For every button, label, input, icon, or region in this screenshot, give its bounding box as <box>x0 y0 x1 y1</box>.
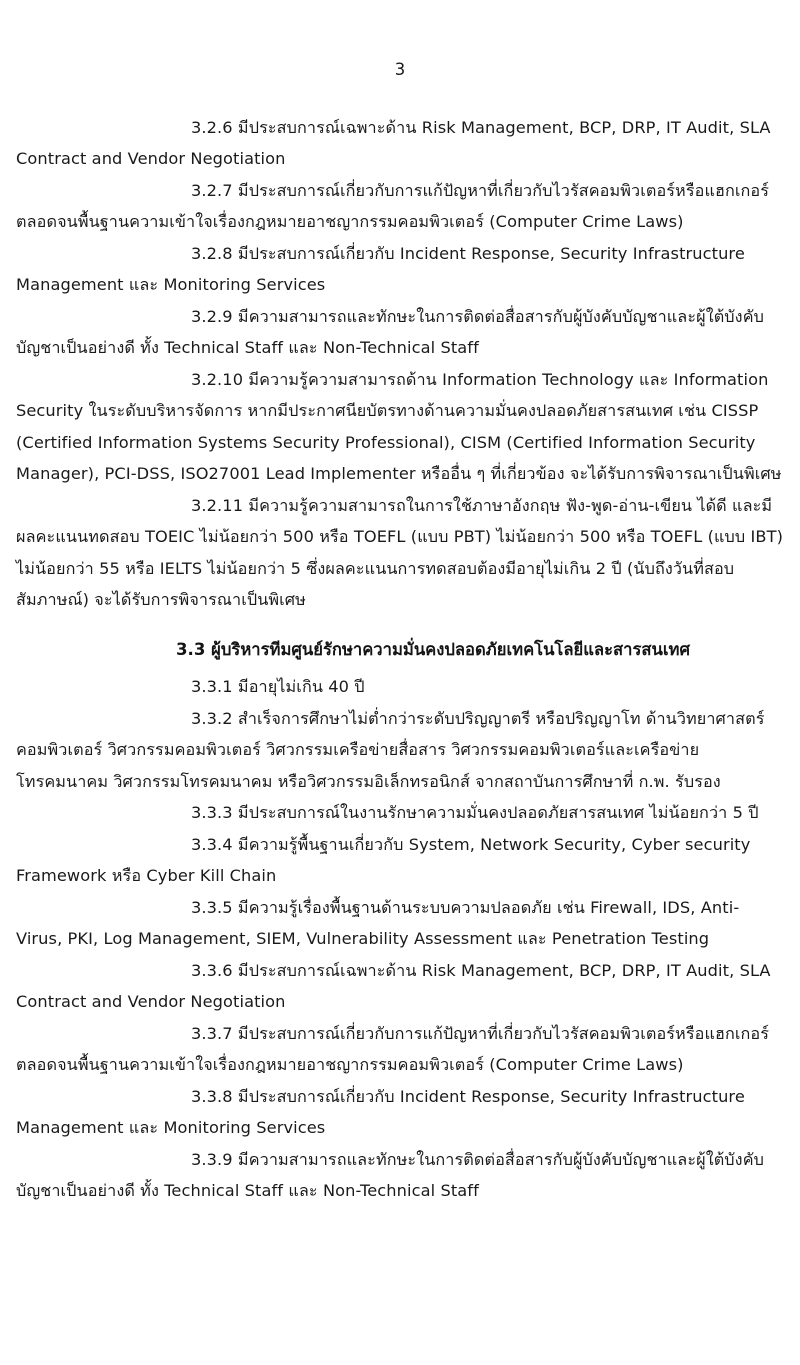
paragraph: 3.2.7 มีประสบการณ์เกี่ยวกับการแก้ปัญหาที่เกี่ยวกับไวรัสคอมพิวเตอร์หรือแฮกเกอร์ ตลอดจนพื้นฐานความเข้าใจเรื่องกฎหมายอาชญากรรมคอมพิวเตอร์ (Computer Crime Laws) <box>16 180 770 232</box>
document-body <box>16 112 784 1207</box>
section-heading: 3.3 ผู้บริหารทีมศูนย์รักษาความมั่นคงปลอดภัยเทคโนโลยีและสารสนเทศ <box>176 639 690 659</box>
paragraph: 3.3.5 มีความรู้เรื่องพื้นฐานด้านระบบความปลอดภัย เช่น Firewall, IDS, Anti-Virus, PKI, Log Management, SIEM, Vulnerability Assessment และ Penetration Testing <box>16 897 740 949</box>
paragraph: 3.2.6 มีประสบการณ์เฉพาะด้าน Risk Management, BCP, DRP, IT Audit, SLA Contract and Vendor Negotiation <box>16 117 771 169</box>
paragraph: 3.3.8 มีประสบการณ์เกี่ยวกับ Incident Response, Security Infrastructure Management และ Monitoring Services <box>16 1086 745 1138</box>
paragraph: 3.3.6 มีประสบการณ์เฉพาะด้าน Risk Management, BCP, DRP, IT Audit, SLA Contract and Vendor Negotiation <box>16 960 771 1012</box>
paragraph: 3.3.2 สำเร็จการศึกษาไม่ต่ำกว่าระดับปริญญาตรี หรือปริญญาโท ด้านวิทยาศาสตร์คอมพิวเตอร์ วิศวกรรมคอมพิวเตอร์ วิศวกรรมเครือข่ายสื่อสาร วิศวกรรมคอมพิวเตอร์และเครือข่ายโทรคมนาคม วิศวกรรมโทรคมนาคม หรือวิศวกรรมอิเล็กทรอนิกส์ จากสถาบันการศึกษาที่ ก.พ. รับรอง <box>16 708 765 791</box>
paragraph: 3.3.9 มีความสามารถและทักษะในการติดต่อสื่อสารกับผู้บังคับบัญชาและผู้ใต้บังคับบัญชาเป็นอย่างดี ทั้ง Technical Staff และ Non-Technical Staff <box>16 1149 764 1201</box>
paragraph-spacer <box>16 616 784 634</box>
paragraph: 3.3.4 มีความรู้พื้นฐานเกี่ยวกับ System, Network Security, Cyber security Framework หรือ Cyber Kill Chain <box>16 834 751 886</box>
paragraph: 3.3.3 มีประสบการณ์ในงานรักษาความมั่นคงปลอดภัยสารสนเทศ ไม่น้อยกว่า 5 ปี <box>191 803 759 823</box>
page-number: 3 <box>394 60 406 79</box>
paragraph: 3.2.10 มีความรู้ความสามารถด้าน Information Technology และ Information Security ในระดับบริหารจัดการ หากมีประกาศนียบัตรทางด้านความมั่นคงปลอดภัยสารสนเทศ เช่น CISSP (Certified Information Systems Security Professional), CISM (Certified Information Security Manager), PCI-DSS, ISO27001 Lead Implementer หรืออื่น ๆ ที่เกี่ยวข้อง จะได้รับการพิจารณาเป็นพิเศษ <box>16 369 782 484</box>
paragraph: 3.3.1 มีอายุไม่เกิน 40 ปี <box>191 677 365 697</box>
paragraph: 3.3.7 มีประสบการณ์เกี่ยวกับการแก้ปัญหาที่เกี่ยวกับไวรัสคอมพิวเตอร์หรือแฮกเกอร์ ตลอดจนพื้นฐานความเข้าใจเรื่องกฎหมายอาชญากรรมคอมพิวเตอร์ (Computer Crime Laws) <box>16 1023 770 1075</box>
paragraph: 3.2.11 มีความรู้ความสามารถในการใช้ภาษาอังกฤษ ฟัง-พูด-อ่าน-เขียน ได้ดี และมีผลคะแนนทดสอบ TOEIC ไม่น้อยกว่า 500 หรือ TOEFL (แบบ PBT) ไม่น้อยกว่า 500 หรือ TOEFL (แบบ IBT) ไม่น้อยกว่า 55 หรือ IELTS ไม่น้อยกว่า 5 ซึ่งผลคะแนนการทดสอบต้องมีอายุไม่เกิน 2 ปี (นับถึงวันที่สอบสัมภาษณ์) จะได้รับการพิจารณาเป็นพิเศษ <box>16 495 783 610</box>
paragraph: 3.2.8 มีประสบการณ์เกี่ยวกับ Incident Response, Security Infrastructure Management และ Monitoring Services <box>16 243 745 295</box>
paragraph: 3.2.9 มีความสามารถและทักษะในการติดต่อสื่อสารกับผู้บังคับบัญชาและผู้ใต้บังคับบัญชาเป็นอย่างดี ทั้ง Technical Staff และ Non-Technical Staff <box>16 306 764 358</box>
